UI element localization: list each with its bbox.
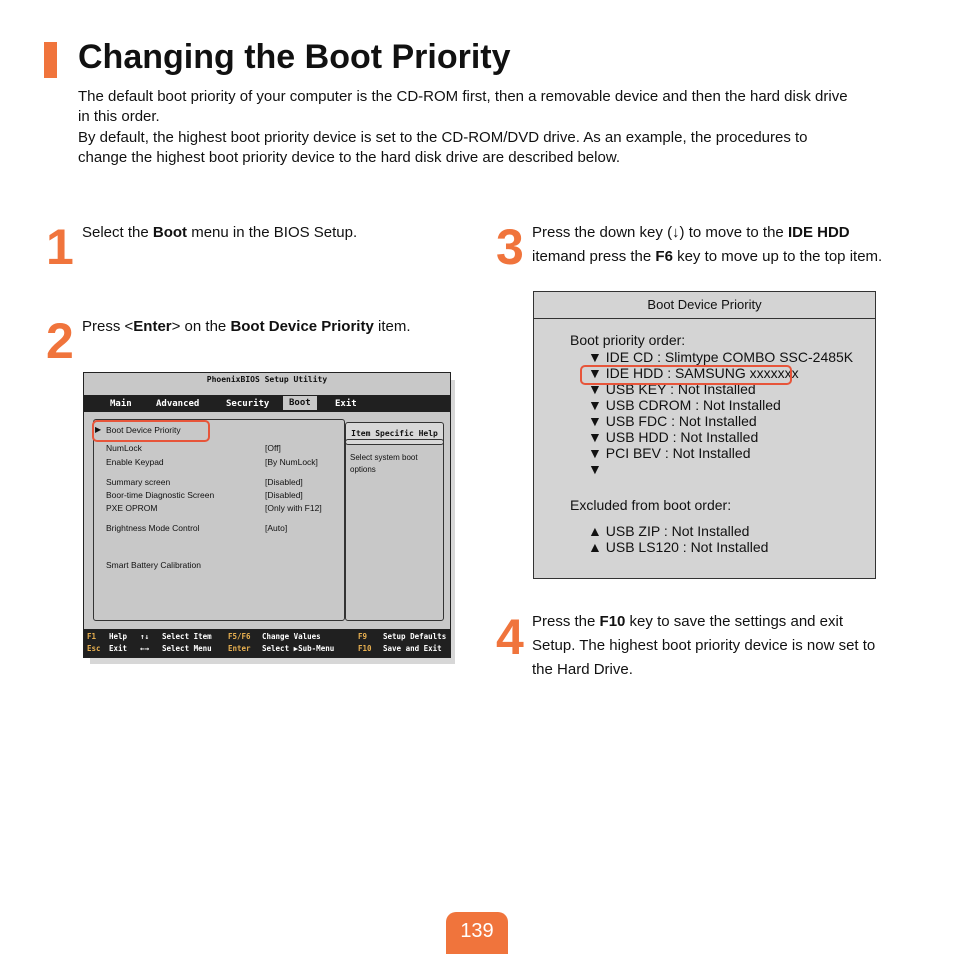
bios-key-desc: Select ▶Sub-Menu [262, 644, 335, 653]
left-right-arrow-icon: ←→ [140, 644, 150, 653]
bios-menu-exit[interactable]: Exit [335, 399, 357, 409]
bios-footer [84, 629, 450, 657]
excluded-item[interactable]: ▲ USB ZIP : Not Installed [588, 523, 750, 539]
bios-menu-security[interactable]: Security [226, 399, 270, 409]
bios-menu-boot[interactable]: Boot [283, 396, 317, 410]
bios-key-desc: Save and Exit [383, 644, 442, 653]
bios-item-value[interactable]: [Disabled] [265, 490, 303, 500]
step-number: 2 [46, 313, 74, 369]
bios-key-desc: Select Item [162, 632, 212, 641]
bios-key: F5/F6 [228, 632, 251, 641]
boot-order-item-ide-hdd[interactable]: ▼ IDE HDD : SAMSUNG xxxxxxx [588, 365, 799, 381]
bios-key: F1 [87, 632, 97, 641]
bios-item-value[interactable]: [Only with F12] [265, 503, 322, 513]
bios-key-desc: Select Menu [162, 644, 212, 653]
bios-key-desc: Setup Defaults [383, 632, 447, 641]
step-4-text: Press the F10 key to save the settings and exit Setup. The highest boot priority device is now set to the Hard Drive. [532, 613, 876, 678]
boot-order-item[interactable]: ▼ USB KEY : Not Installed [588, 381, 756, 397]
bios-item-value[interactable]: [Auto] [265, 523, 288, 533]
intro-line: in this order. [78, 108, 160, 125]
boot-order-item[interactable]: ▼ USB FDC : Not Installed [588, 413, 757, 429]
bios-item-label[interactable]: Brightness Mode Control [106, 523, 200, 533]
intro-line: The default boot priority of your computer is the CD-ROM first, then a removable device and then the hard disk drive [78, 88, 848, 105]
bios-title: PhoenixBIOS Setup Utility [206, 375, 328, 384]
boot-order-item[interactable]: ▼ PCI BEV : Not Installed [588, 445, 751, 461]
bios-key-desc: Help [109, 632, 128, 641]
bios-key: F10 [358, 644, 372, 653]
bios-item-boot-device-priority[interactable]: Boot Device Priority [106, 425, 181, 435]
step-1-text: Select the Boot menu in the BIOS Setup. [82, 224, 358, 241]
bios-help-panel [345, 439, 444, 621]
bios-item-label[interactable]: Enable Keypad [106, 457, 164, 467]
bios-key: F9 [358, 632, 368, 641]
intro-line: By default, the highest boot priority device is set to the CD-ROM/DVD drive. As an example, the procedures to [78, 129, 808, 146]
bios-item-label[interactable]: PXE OPROM [106, 503, 158, 513]
panel-title: Boot Device Priority [534, 292, 875, 319]
bios-item-value[interactable]: [Disabled] [265, 477, 303, 487]
highlight-box [580, 365, 792, 385]
boot-order-item[interactable]: ▼ USB CDROM : Not Installed [588, 397, 781, 413]
excluded-item[interactable]: ▲ USB LS120 : Not Installed [588, 539, 769, 555]
bios-item-label[interactable]: Boor-time Diagnostic Screen [106, 490, 215, 500]
intro-line: change the highest boot priority device to the hard disk drive are described below. [78, 149, 620, 166]
bios-help-text: Select system boot [350, 453, 418, 462]
bios-screen [83, 372, 451, 658]
bios-menu-bar [84, 395, 450, 412]
step-3-text: Press the down key (↓) to move to the IDE HDD itemand press the F6 key to move up to the top item. [532, 224, 883, 265]
step-2-text: Press <Enter> on the Boot Device Priority item. [82, 318, 411, 335]
bios-item-label[interactable]: Summary screen [106, 477, 171, 487]
excluded-label: Excluded from boot order: [570, 497, 732, 513]
boot-order-item[interactable]: ▼ IDE CD : Slimtype COMBO SSC-2485K [588, 349, 854, 365]
bios-item-value[interactable]: [By NumLock] [265, 457, 318, 467]
bios-help-title: Item Specific Help [345, 422, 444, 445]
bios-item-label[interactable]: NumLock [106, 443, 142, 453]
page-title: Changing the Boot Priority [78, 38, 511, 76]
bios-key: Enter [228, 644, 251, 653]
title-accent-bar [44, 42, 57, 78]
boot-order-label: Boot priority order: [570, 332, 686, 348]
bios-menu-main[interactable]: Main [110, 399, 132, 409]
step-number: 4 [496, 609, 524, 665]
bios-item-value[interactable]: [Off] [265, 443, 281, 453]
step-number: 1 [46, 219, 74, 275]
highlight-box [92, 420, 210, 442]
page-number: 139 [460, 920, 494, 942]
boot-order-item[interactable]: ▼ [588, 461, 602, 477]
bios-item-label[interactable]: Smart Battery Calibration [106, 560, 201, 570]
bios-help-text: options [350, 465, 376, 474]
triangle-right-icon: ▶ [95, 425, 102, 434]
step-number: 3 [496, 219, 524, 275]
bios-key-desc: Exit [109, 644, 128, 653]
boot-priority-panel [533, 291, 876, 579]
up-down-arrow-icon: ↑↓ [140, 632, 150, 641]
bios-menu-advanced[interactable]: Advanced [156, 399, 200, 409]
bios-key-desc: Change Values [262, 632, 321, 641]
bios-key: Esc [87, 644, 101, 653]
boot-order-item[interactable]: ▼ USB HDD : Not Installed [588, 429, 759, 445]
